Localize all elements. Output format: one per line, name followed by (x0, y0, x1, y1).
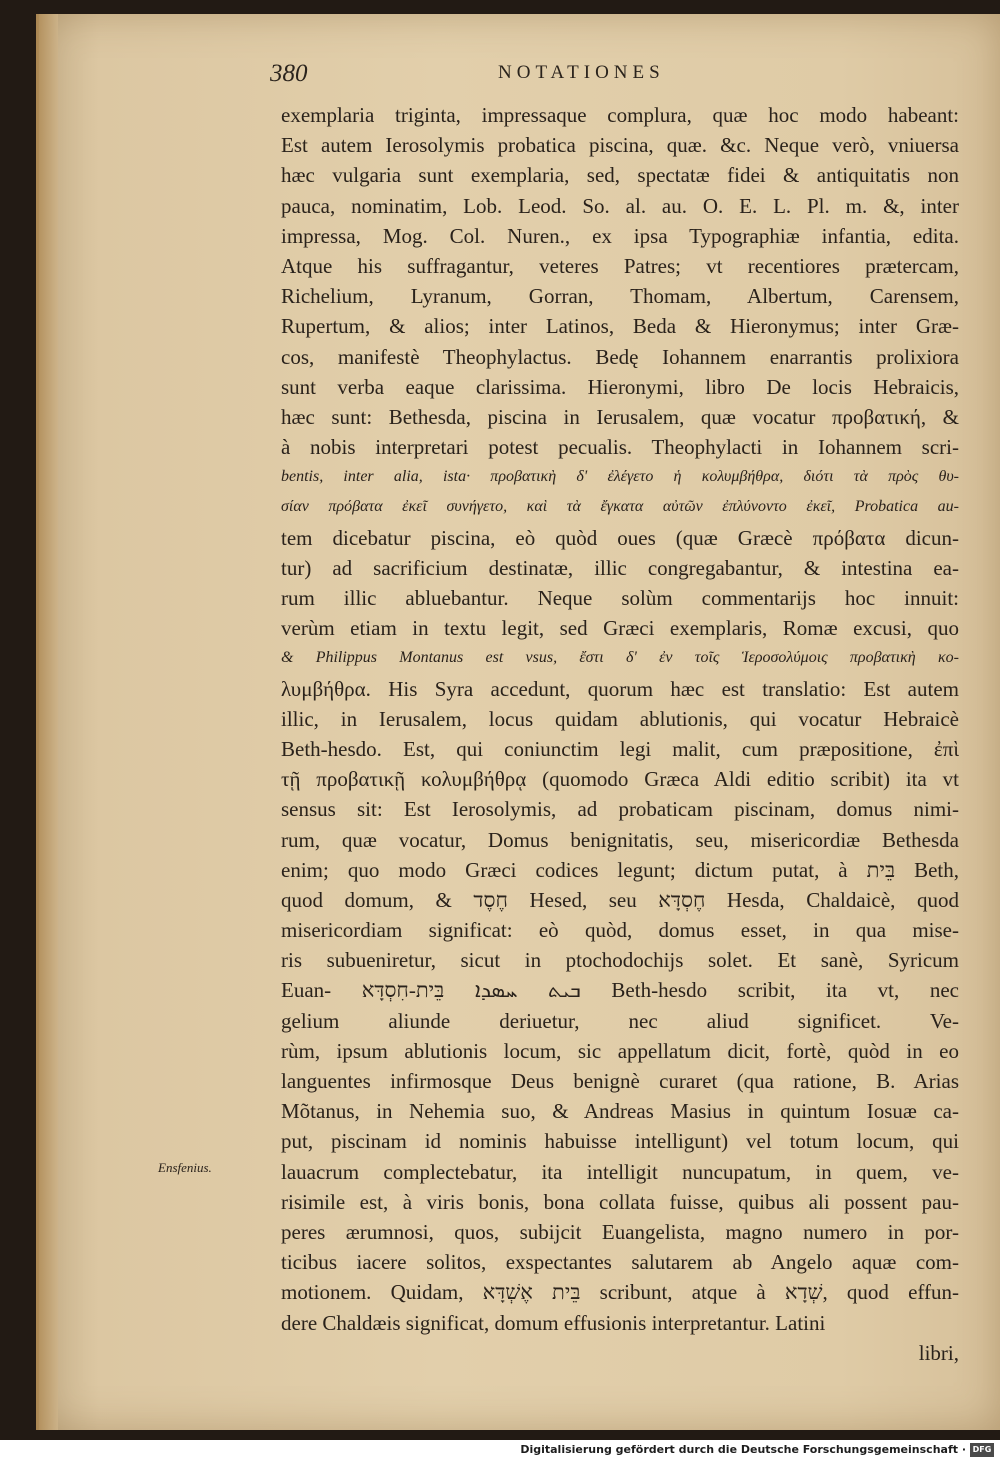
page-number: 380 (270, 60, 308, 87)
text-line: Beth-hesdo. Est, qui coniunctim legi malit, cum præpositione, ἐπὶ (281, 736, 959, 761)
running-head: NOTATIONES (498, 62, 665, 83)
text-line: verùm etiam in textu legit, sed Græci exemplaris, Romæ excusi, quo (281, 616, 959, 641)
text-line: put, piscinam id nominis habuisse intelligunt) vel totum locum, qui (281, 1129, 959, 1154)
text-line: languentes infirmosque Deus benignè curaret (qua ratione, B. Arias (281, 1069, 959, 1093)
text-line: sensus sit: Est Ierosolymis, ad probaticam piscinam, domus nimi- (281, 797, 959, 822)
text-line: gelium aliunde deriuetur, nec aliud significet. Ve- (281, 1008, 959, 1033)
text-line: & Philippus Montanus est vsus, ἔστι δ' ἐν τοῖς Ἱεροσολύμοις προβατικὴ κο- (281, 649, 959, 667)
text-line: Atque his suffragantur, veteres Patres; vt recentiores prætercam, (281, 253, 959, 278)
text-line: sunt verba eaque clarissima. Hieronymi, libro De locis Hebraicis, (281, 374, 959, 399)
text-line: bentis, inter alia, ista· προβατικὴ δ' ἐλέγετο ἡ κολυμβήθρα, διότι τὰ πρὸς θυ- (281, 468, 959, 486)
text-line: peres ærumnosi, quos, subijcit Euangelista, magno numero in por- (281, 1219, 959, 1244)
text-line: misericordiam significat: eò quòd, domus esset, in qua mise- (281, 918, 959, 943)
text-line: Rupertum, & alios; inter Latinos, Beda & Hieronymus; inter Græ- (281, 314, 959, 339)
footer-credit: Digitalisierung gefördert durch die Deutsche Forschungsgemeinschaft · (520, 1443, 966, 1456)
dfg-logo: DFG (970, 1443, 994, 1457)
margin-note: Ensfenius. (158, 1160, 212, 1175)
text-line: lauacrum complectebatur, ita intelligit nuncupatum, in quem, ve- (281, 1159, 959, 1184)
text-line: rum illic abluebantur. Neque solùm commentarijs hoc innuit: (281, 586, 959, 610)
text-line: quod domum, & חֶסֶד Hesed, seu חֶסְדָּא Hesda, Chaldaicè, quod (281, 887, 959, 912)
text-line: hæc sunt: Bethesda, piscina in Ierusalem, quæ vocatur προβατική, & (281, 404, 959, 429)
text-line: rùm, ipsum ablutionis locum, sic appellatum dicit, fortè, quòd in eo (281, 1038, 959, 1063)
text-line: tem dicebatur piscina, eò quòd oues (quæ Græcè πρόβατα dicun- (281, 525, 959, 550)
text-line: ticibus iacere solitos, exspectantes salutarem ab Angelo aquæ com- (281, 1250, 959, 1275)
text-line: hæc vulgaria sunt exemplaria, sed, spectatæ fidei & antiquitatis non (281, 163, 959, 188)
text-line: dere Chaldæis significat, domum effusionis interpretantur. Latini (281, 1310, 826, 1335)
text-line: σίαν πρόβατα ἐκεῖ συνήγετο, καὶ τὰ ἔγκατα αὐτῶν ἐπλύνοντο ἐκεῖ, Probatica au- (281, 498, 959, 516)
text-line: illic, in Ierusalem, locus quidam ablutionis, qui vocatur Hebraicè (281, 706, 959, 731)
text-line: cos, manifestè Theophylactus. Bedę Iohannem enarrantis prolixiora (281, 344, 959, 369)
text-line: motionem. Quidam, בֵּית אֶשְׁדָּא scribunt, atque à שְׁדָא, quod effun- (281, 1280, 959, 1305)
text-line: pauca, nominatim, Lob. Leod. So. al. au. O. E. L. Pl. m. &, inter (281, 193, 959, 218)
page-gutter (36, 14, 58, 1430)
text-line: Mõtanus, in Nehemia suo, & Andreas Masius in quintum Iosuæ ca- (281, 1099, 959, 1124)
text-line: Richelium, Lyranum, Gorran, Thomam, Albertum, Carensem, (281, 284, 959, 309)
body-text (281, 100, 959, 1368)
digitization-footer (0, 1440, 1000, 1462)
text-line: τῇ προβατικῇ κολυμβήθρᾳ (quomodo Græca Aldi editio scribit) ita vt (281, 767, 959, 792)
text-line: libri, (918, 1340, 959, 1365)
text-line: λυμβήθρα. His Syra accedunt, quorum hæc est translatio: Est autem (281, 676, 959, 701)
text-line: Euan- ܒܝܬ ܚܣܕܐ בֵּית-חִסְדָּא Beth-hesdo scribit, ita vt, nec (281, 978, 959, 1003)
text-line: impressa, Mog. Col. Nuren., ex ipsa Typographiæ infantia, edita. (281, 223, 959, 248)
text-line: à nobis interpretari potest pecualis. Theophylacti in Iohannem scri- (281, 435, 959, 460)
text-line: Est autem Ierosolymis probatica piscina, quæ. &c. Neque verò, vniuersa (281, 133, 959, 158)
text-line: enim; quo modo Græci codices legunt; dictum putat, à בֵּית Beth, (281, 857, 959, 882)
page-header (270, 60, 870, 92)
text-line: ris subueniretur, sicut in ptochodochijs solet. Et sanè, Syricum (281, 948, 959, 973)
text-line: rum, quæ vocatur, Domus benignitatis, seu, misericordiæ Bethesda (281, 827, 959, 852)
text-line: tur) ad sacrificium destinatæ, illic congregabantur, & intestina ea- (281, 555, 959, 580)
text-line: exemplaria triginta, impressaque complura, quæ hoc modo habeant: (281, 103, 959, 127)
text-line: risimile est, à viris bonis, bona collata fuisse, quibus ali possent pau- (281, 1189, 959, 1214)
